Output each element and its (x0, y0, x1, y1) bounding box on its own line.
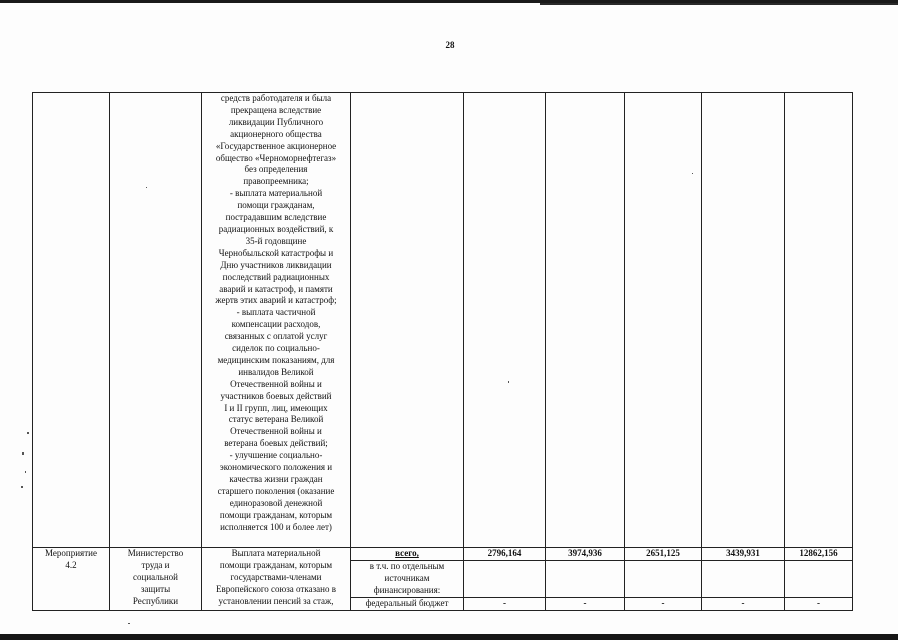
value-cell-empty (785, 93, 853, 548)
value-cell-empty (464, 93, 546, 548)
value-cell (785, 560, 853, 597)
scan-speck (508, 381, 509, 383)
value-cell: 3974,936 (546, 548, 625, 561)
activity-description: Выплата материальной помощи гражданам, которым государствами-членами Европейского союза отказано в установлении пенсий за стаж, (202, 548, 351, 611)
scan-speck (27, 432, 29, 434)
source-cell-empty (351, 93, 464, 548)
funding-source-federal: федеральный бюджет (351, 597, 464, 610)
activity-row-total (33, 548, 853, 561)
value-cell: 12862,156 (785, 548, 853, 561)
value-cell (702, 560, 785, 597)
scan-speck (128, 623, 130, 624)
funding-source-total: всего, (351, 548, 464, 561)
value-cell: - (464, 597, 546, 610)
value-cell: 2796,164 (464, 548, 546, 561)
funding-source-breakdown: в т.ч. по отдельным источникам финансирования: (351, 560, 464, 597)
scan-edge-top-right (540, 3, 898, 5)
activity-name: Мероприятие 4.2 (33, 548, 110, 611)
value-cell: 2651,125 (625, 548, 702, 561)
value-cell-empty (702, 93, 785, 548)
activity-description-continued: средств работодателя и была прекращена вследствие ликвидации Публичного акционерного общества «Государственное акционерное общество «Черноморнефтегаз» без определения правопреемника; - выплата материальной помощи гражданам, пострадавшим вследствие радиационных воздействий, к 35-й годовщине Чернобыльской катастрофы и Дню участников ликвидации последствий радиационных аварий и катастроф, и памяти жертв этих аварий и катастроф; - выплата частичной компенсации расходов, связанных с оплатой услуг сиделок по социально- медицинским показаниям, для инвалидов Великой Отечественной войны и участников боевых действий I и II групп, лиц, имеющих статус ветерана Великой Отечественной войны и ветерана боевых действий; - улучшение социально- экономического положения и качества жизни граждан старшего поколения (оказание единоразовой денежной помощи гражданам, которым исполняется 100 и более лет) (202, 93, 351, 548)
activity-executor: Министерство труда и социальной защиты Республики (110, 548, 202, 611)
scan-speck (21, 486, 23, 488)
value-cell (464, 560, 546, 597)
value-cell: - (625, 597, 702, 610)
value-cell: 3439,931 (702, 548, 785, 561)
scan-speck (25, 471, 26, 473)
scan-speck (692, 173, 693, 174)
value-cell-empty (546, 93, 625, 548)
value-cell (546, 560, 625, 597)
value-cell-empty (625, 93, 702, 548)
executor-cell-empty (110, 93, 202, 548)
continuation-row (33, 93, 853, 548)
value-cell: - (785, 597, 853, 610)
program-activities-table (32, 92, 853, 611)
value-cell (625, 560, 702, 597)
scan-speck (146, 187, 147, 188)
activity-cell-empty (33, 93, 110, 548)
page-number: 28 (445, 40, 455, 50)
value-cell: - (546, 597, 625, 610)
scan-speck (22, 452, 24, 455)
value-cell: - (702, 597, 785, 610)
scan-edge-bottom (0, 634, 898, 640)
